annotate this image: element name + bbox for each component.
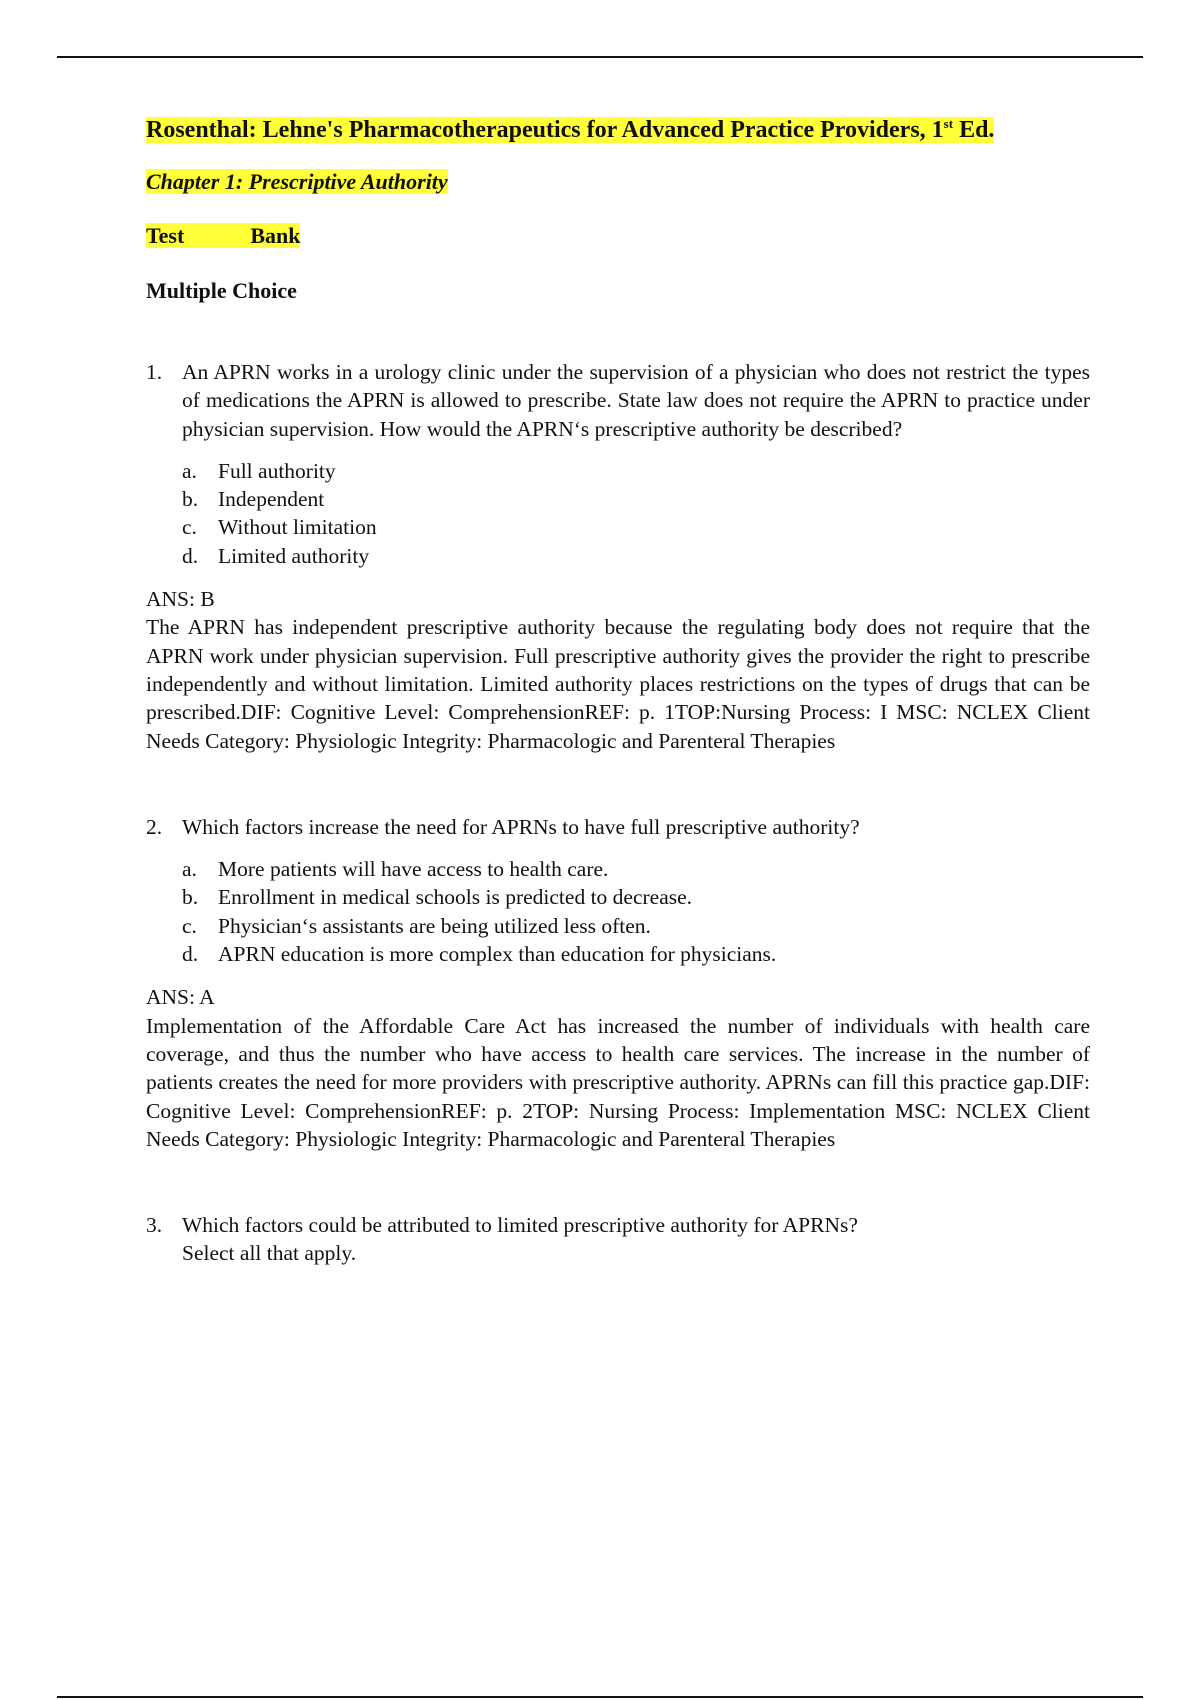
answer-rationale: Implementation of the Affordable Care Act has increased the number of individuals with health care coverage, and thus the number who have access to health care services. The increase in the number of patients creates the need for more providers with prescriptive authority. APRNs can fill this practice gap.DIF: Cognitive Level: ComprehensionREF: p. 2TOP: Nursing Process: Implementation MSC: NCLEX Client Needs Category: Physiologic Integrity: Pharmacologic and Parenteral Therapies: [146, 1013, 1090, 1151]
option-text: More patients will have access to health care.: [218, 857, 609, 882]
question-1-options: [146, 457, 1090, 570]
option-letter: c.: [182, 515, 197, 540]
option-item: [182, 855, 1090, 883]
book-title-text: Rosenthal: Lehne's Pharmacotherapeutics for Advanced Practice Providers, 1: [146, 117, 944, 143]
test-bank-highlight: [146, 223, 300, 248]
document-body: [146, 116, 1090, 1268]
option-letter: a.: [182, 857, 197, 882]
test-bank-label: [146, 222, 1090, 250]
option-item: [182, 485, 1090, 513]
question-text: An APRN works in a urology clinic under the supervision of a physician who does not restrict the types of medications the APRN is allowed to prescribe. State law does not require the APRN to practice under physician supervision. How would the APRN‘s prescriptive authority be described?: [182, 360, 1090, 441]
bank-word: Bank: [250, 223, 301, 248]
option-text: Limited authority: [218, 543, 370, 568]
option-item: [182, 513, 1090, 541]
option-item: [182, 940, 1090, 968]
question-instruction: Select all that apply.: [182, 1241, 357, 1266]
option-item: [182, 457, 1090, 485]
option-text: APRN education is more complex than education for physicians.: [218, 942, 777, 967]
question-2: [146, 813, 1090, 841]
question-text: Which factors could be attributed to limited prescriptive authority for APRNs?: [182, 1213, 858, 1238]
question-3: [146, 1211, 1090, 1268]
answer-key: ANS: A: [146, 985, 215, 1010]
option-text: Physician‘s assistants are being utilized less often.: [218, 913, 651, 938]
option-item: [182, 883, 1090, 911]
option-item: [182, 542, 1090, 570]
question-number: 2.: [146, 814, 163, 839]
option-letter: b.: [182, 487, 199, 512]
book-title: [146, 116, 1090, 144]
section-heading: Multiple Choice: [146, 278, 297, 303]
option-text: Independent: [218, 487, 325, 512]
option-letter: b.: [182, 885, 199, 910]
question-number: 3.: [146, 1213, 163, 1238]
answer-key: ANS: B: [146, 587, 215, 612]
top-rule: [57, 56, 1143, 58]
option-letter: d.: [182, 543, 199, 568]
chapter-title: [146, 168, 1090, 196]
question-spacer: [146, 1153, 1090, 1211]
question-1: [146, 358, 1090, 443]
option-letter: c.: [182, 913, 197, 938]
question-2-options: [146, 855, 1090, 968]
option-item: [182, 912, 1090, 940]
book-title-edition: Ed.: [953, 117, 995, 143]
book-title-highlight: [146, 117, 994, 143]
question-number: 1.: [146, 360, 163, 384]
option-letter: d.: [182, 942, 199, 967]
option-text: Without limitation: [218, 515, 377, 540]
chapter-title-text: Chapter 1: Prescriptive Authority: [146, 169, 448, 194]
option-text: Enrollment in medical schools is predicted to decrease.: [218, 885, 693, 910]
option-text: Full authority: [218, 458, 336, 483]
book-title-superscript: st: [943, 116, 954, 131]
question-spacer: [146, 755, 1090, 813]
test-word: Test: [146, 223, 185, 248]
option-letter: a.: [182, 458, 197, 483]
bottom-rule: [57, 1696, 1143, 1698]
answer-rationale: The APRN has independent prescriptive authority because the regulating body does not require that the APRN work under physician supervision. Full prescriptive authority gives the provider the right to prescribe independently and without limitation. Limited authority places restrictions on the types of drugs that can be prescribed.DIF: Cognitive Level: ComprehensionREF: p. 1TOP:Nursing Process: I MSC: NCLEX Client Needs Category: Physiologic Integrity: Pharmacologic and Parenteral Therapies: [146, 615, 1090, 753]
question-text: Which factors increase the need for APRNs to have full prescriptive authority?: [182, 814, 860, 839]
